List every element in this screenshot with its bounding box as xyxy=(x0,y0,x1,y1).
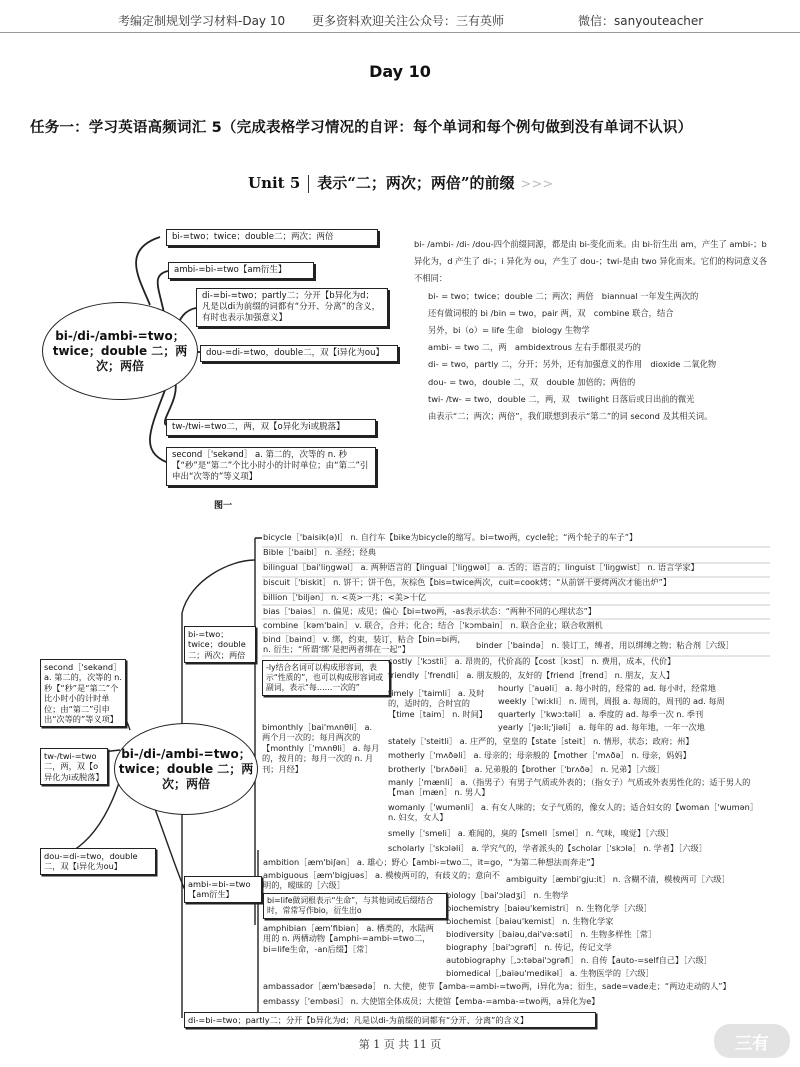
bio-word-0: biology［bai'ɔlədʒi］ n. 生物学 xyxy=(446,890,569,900)
page-footer: 第 1 页 共 11 页 xyxy=(358,1038,442,1051)
ly-word-6: stately［'steitli］ a. 庄严的，堂皇的【state［steit］ n. 情形，状态；政府；州】 xyxy=(388,736,694,746)
ambi-word-2: ambiguity［æmbi'gju:it］ n. 含糊不清，模棱两可［六级］ xyxy=(506,874,730,884)
timely-entry: timely［'taimli］ a. 及时的，适时的，合时宜的【time［taim］ n. 时间】 xyxy=(388,688,488,719)
bi-word-8: binder［'baində］ n. 装订工，缚者，用以绑缚之物；粘合剂［六级］ xyxy=(476,640,734,650)
figure1-center-node: bi-/di-/ambi-=two；twice；double 二；两次；两倍 xyxy=(42,302,198,400)
bi-word-4: billion［'biljən］ n. <英>一兆；<美>十亿 xyxy=(263,592,427,602)
unit-arrows: >>> xyxy=(520,177,554,192)
task-heading: 任务一：学习英语高频词汇 5（完成表格学习情况的自评：每个单词和每个例句做到没有单词不认识） xyxy=(30,120,693,136)
ly-word-9: manly［'mænli］ a.（指男子）有男子气质或外表的；（指女子）气质或外表男性化的；适于男人的【man［mæn］ n. 男人】 xyxy=(388,777,751,798)
bimonthly-entry: bimonthly［bai'mʌnθli］ a. 两个月一次的；每月两次的【monthly［'mʌnθli］ a. 每月的，按月的；每月一次的 n. 月刊；月经】 xyxy=(262,722,380,774)
figure2-dou-box: dou-=di-=two，double二，双【i异化为ou】 xyxy=(40,848,156,875)
watermark-logo: 三有 xyxy=(714,1024,790,1058)
para-line-twi: twi- /tw- = two，double 二，两，双 twilight 日落后或日出前的微光 xyxy=(428,393,695,404)
ly-word-3: weekly［'wi:kli］ n. 周刊，周报 a. 每周的，周刊的 ad. 每周 xyxy=(498,696,725,706)
ly-word-8: brotherly［'brʌðəli］ a. 兄弟般的【brother［'brʌðə］ n. 兄弟】［六级］ xyxy=(388,764,665,774)
ambi-word-4: amphibian［æm'fibiən］ a. 栖类的，水陆两用的 n. 两栖动物【amphi-=ambi-=two二，bi=life生命，-an后缀】［常］ xyxy=(263,923,434,954)
figure2-bi-box: bi-=two；twice；double二；两次；两倍 xyxy=(184,626,256,663)
ambi-word-0: ambition［æm'biʃən］ a. 雄心；野心【ambi-=two二，it=go，“为第二种想法而奔走”】 xyxy=(263,857,599,867)
ly-word-5: yearly［'jə:li;'jiəli］ a. 每年的 ad. 每年地，一年一次地 xyxy=(498,722,705,732)
bio-word-4: biography［bai'ɔgrəfi］ n. 传记，传记文学 xyxy=(446,942,612,952)
bio-word-1: biochemistry［baiəu'kemistri］ n. 生物化学［六级］ xyxy=(446,903,652,913)
bi-word-6: combine［kəm'bain］ v. 联合，合并；化合；结合［'kɔmbain］ n. 联合企业；联合收割机 xyxy=(263,620,603,630)
bi-word-0: bicycle［'baisik(ə)l］ n. 自行车【bike为bicycle的缩写。bi=two两，cycle轮；“两个轮子的车子”】 xyxy=(263,532,638,542)
figure1-branch-bi: bi-=two；twice；double二；两次；两倍 xyxy=(166,229,378,246)
figure2-center-node: bi-/di-/ambi-=two；twice；double 二；两次；两倍 xyxy=(114,723,258,815)
figure2-ambi-box: ambi-=bi-=two【am衍生】 xyxy=(184,876,262,903)
para-line-ambi: ambi- = two 二，两 ambidextrous 左右手都很灵巧的 xyxy=(428,342,641,353)
ambi-word-5: ambassador［æm'bæsədə］ n. 大使，使节【amba-=ambi-=two两，i异化为a；衍生，sade=vade走；“两边走动的人”】 xyxy=(263,981,731,991)
ly-word-10: womanly［'wumənli］ a. 有女人味的；女子气质的，像女人的；适合妇女的【woman［'wumən］ n. 妇女，女人】 xyxy=(388,802,759,823)
figure2-twi-box: tw-/twi-=two二，两，双【o异化为i或脱落】 xyxy=(40,748,108,785)
bio-word-2: biochemist［baiəu'kemist］ n. 生物化学家 xyxy=(446,916,614,926)
figure1-branch-twi: tw-/twi-=two二，两，双【o异化为i或脱落】 xyxy=(166,419,376,436)
para-intro: bi- /ambi- /di- /dou-四个前缀同源，都是由 bi-变化而来。由 bi-衍生出 am，产生了 ambi-；b 异化为，d 产生了 di-；i 异化为 ou，产生了 dou-；twi-是由 two 异化而来。它们的构词意义各不相同： xyxy=(414,239,768,284)
bi-word-3: biscuit［'biskit］ n. 饼干；饼干色，灰棕色【bis=twice两次，cuit=cook烤；“从前饼干要烤两次才能出炉”】 xyxy=(263,577,672,587)
figure1-branch-ambi: ambi-=bi-=two【am衍生】 xyxy=(168,262,314,279)
ly-word-11: smelly［'smeli］ a. 难闻的，臭的【smell［smel］ n. 气味，嗅觉】［六级］ xyxy=(388,828,674,838)
unit-title: 表示“二；两次；两倍”的前缀 xyxy=(317,174,515,192)
ly-word-1: friendly［'frendli］ a. 朋友般的，友好的【friend［frend］ n. 朋友，友人】 xyxy=(388,670,675,680)
bi-word-5: bias［'baiəs］ n. 偏见；成见；偏心【bi=two两，-as表示状态：“两种不同的心理状态”】 xyxy=(263,606,597,616)
figure2-di-box: di-=bi-=two；partly二；分开【b异化为d；凡是以di-为前缀的词都有“分开、分离”的含义】 xyxy=(184,1012,596,1028)
bio-note: bi=life做词根表示“生命”，与其他词或后缀结合时，常常写作bio，衍生出o xyxy=(263,893,447,919)
figure1-branch-second: second［'sekənd］ a. 第二的，次等的 n. 秒【“秒”是“第二”个比小时小的计时单位；由“第二”引申出“次等的”等义项】 xyxy=(166,447,376,486)
ly-word-7: motherly［'mʌðəli］ a. 母亲的；母亲般的【mother［'mʌðə］ n. 母亲，妈妈】 xyxy=(388,750,691,760)
para-line-second: 由表示“二；两次；两倍”，我们联想到表示“第二”的词 second 及其相关词。 xyxy=(428,411,713,422)
bi-word-7: bind［baind］ v. 绑，约束，装订，粘合【bin=bi两，n. 衍生；“所谓‘绑’是把两者绑在一起”】 xyxy=(263,634,466,655)
header-left: 考编定制规划学习材料-Day 10 xyxy=(118,14,286,28)
bio-word-3: biodiversity［baiəu,dai'və:səti］ n. 生物多样性［常］ xyxy=(446,929,657,939)
unit-label: Unit 5 xyxy=(248,174,301,192)
ly-word-0: costly［'kɔstli］ a. 昂贵的，代价高的【cost［kɔst］ n. 费用，成本，代价】 xyxy=(388,656,676,666)
ly-word-4: quarterly［'kwɔ:təli］ a. 季度的 ad. 每季一次 n. 季刊 xyxy=(498,709,704,719)
bio-word-6: biomedical［,baiəu'medikəl］ a. 生物医学的［六级］ xyxy=(446,968,654,978)
figure1-caption: 图一 xyxy=(214,501,233,511)
para-line-bin: 还有做词根的 bi /bin = two，pair 两，双 combine 联合，结合 xyxy=(428,307,674,318)
ly-word-2: hourly［'auəli］ a. 每小时的，经常的 ad. 每小时，经常地 xyxy=(498,683,716,693)
ambi-word-6: embassy［'embəsi］ n. 大使馆全体成员；大使馆【emba-=amba-=two两，a异化为e】 xyxy=(263,996,600,1006)
header-right: 微信：sanyouteacher xyxy=(578,14,704,28)
para-line-dou: dou- = two，double 二，双 double 加倍的；两倍的 xyxy=(428,376,636,387)
bi-word-2: bilingual［bai'liŋgwəl］ a. 两种语言的【lingual［'liŋgwəl］ a. 舌的；语言的；linguist［'liŋgwist］ n. 语言学家】 xyxy=(263,562,699,572)
ambi-word-1: ambiguous［æm'bigjuəs］ a. 模棱两可的，有歧义的；意向不明的，暧昧的［六级］ xyxy=(263,870,500,891)
figure1-branch-dou: dou-=di-=two，double二，双【i异化为ou】 xyxy=(200,345,398,362)
prefix-explanation xyxy=(414,236,774,425)
bio-word-5: autobiography［,ɔ:təbai'ɔgrəfi］ n. 自传【auto-=self自己】［六级］ xyxy=(446,955,712,965)
figure2-second-box: second［'sekənd］ a. 第二的，次等的 n. 秒【“秒”是“第二”个比小时小的计时单位；由“第二”引申出“次等的”等义项】 xyxy=(40,659,126,727)
figure1-branch-di: di-=bi-=two；partly二；分开【b异化为d；凡是以di为前缀的词都有“分开、分离”的含义，有时也表示加强意义】 xyxy=(196,288,388,327)
bi-word-1: Bible［'baibl］ n. 圣经；经典 xyxy=(263,547,376,557)
para-line-bi: bi- = two；twice；double 二；两次；两倍 biannual 一年发生两次的 xyxy=(428,290,699,301)
ly-word-12: scholarly［'skɔləli］ a. 学究气的，学者派头的【scholar［'skɔlə］ n. 学者】［六级］ xyxy=(388,843,707,853)
header-middle: 更多资料欢迎关注公众号：三有英师 xyxy=(312,14,505,28)
para-line-bio: 另外，bi（o）= life 生命 biology 生物学 xyxy=(428,325,590,336)
ly-note: -ly结合名词可以构成形容词，表示“性质的”，也可以构成形容词或副词，表示“每……一次的” xyxy=(262,660,390,696)
page-title: Day 10 xyxy=(369,62,431,81)
para-line-di: di- = two，partly 二，分开；另外，还有加强意义的作用 dioxide 二氧化物 xyxy=(428,359,717,370)
